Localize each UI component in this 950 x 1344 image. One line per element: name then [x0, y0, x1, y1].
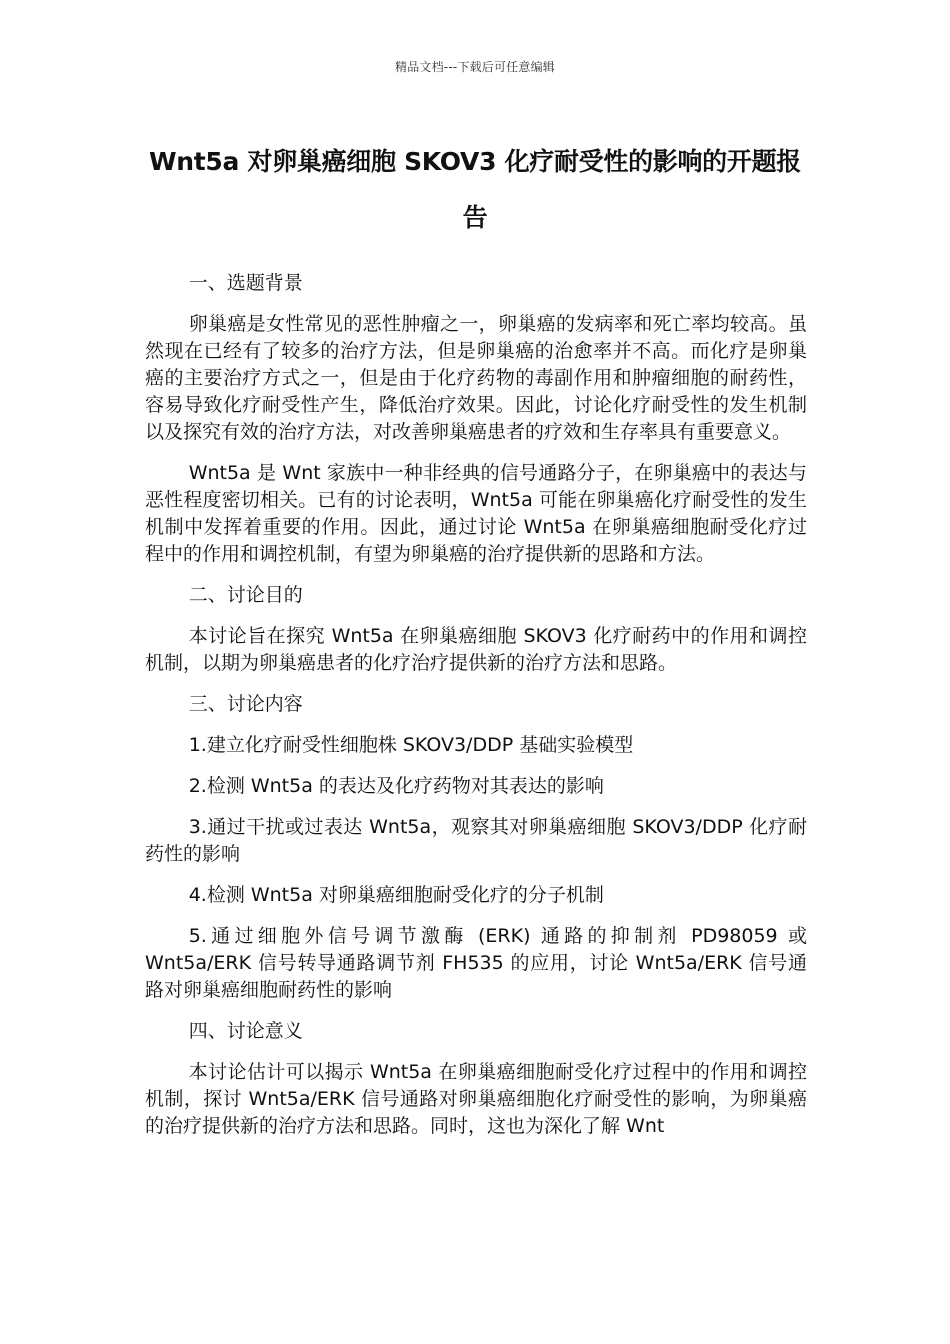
- paragraph: Wnt5a 是 Wnt 家族中一种非经典的信号通路分子，在卵巢癌中的表达与恶性程度密切相关。已有的讨论表明，Wnt5a 可能在卵巢癌化疗耐受性的发生机制中发挥着重要的作用。因此，通过讨论 Wnt5a 在卵巢癌细胞耐受化疗过程中的作用和调控机制，有望为卵巢癌的治疗提供新的思路和方法。: [145, 462, 807, 565]
- section-heading: 二、讨论目的: [188, 584, 303, 606]
- page-header: 精品文档---下载后可任意编辑: [395, 60, 555, 74]
- list-item: 5.通过细胞外信号调节激酶 (ERK) 通路的抑制剂 PD98059 或 Wnt5a/ERK 信号转导通路调节剂 FH535 的应用，讨论 Wnt5a/ERK 信号通路对卵巢癌细胞耐药性的影响: [145, 925, 807, 1001]
- paragraph: 卵巢癌是女性常见的恶性肿瘤之一，卵巢癌的发病率和死亡率均较高。虽然现在已经有了较多的治疗方法，但是卵巢癌的治愈率并不高。而化疗是卵巢癌的主要治疗方式之一，但是由于化疗药物的毒副作用和肿瘤细胞的耐药性，容易导致化疗耐受性产生，降低治疗效果。因此，讨论化疗耐受性的发生机制以及探究有效的治疗方法，对改善卵巢癌患者的疗效和生存率具有重要意义。: [145, 313, 807, 443]
- list-item: 1.建立化疗耐受性细胞株 SKOV3/DDP 基础实验模型: [188, 734, 634, 756]
- paragraph: 本讨论旨在探究 Wnt5a 在卵巢癌细胞 SKOV3 化疗耐药中的作用和调控机制，以期为卵巢癌患者的化疗治疗提供新的治疗方法和思路。: [145, 625, 807, 674]
- section-heading: 一、选题背景: [188, 272, 303, 294]
- list-item: 4.检测 Wnt5a 对卵巢癌细胞耐受化疗的分子机制: [188, 884, 604, 906]
- section-heading: 三、讨论内容: [188, 693, 303, 715]
- list-item: 3.通过干扰或过表达 Wnt5a，观察其对卵巢癌细胞 SKOV3/DDP 化疗耐药性的影响: [145, 816, 807, 865]
- section-heading: 四、讨论意义: [188, 1020, 303, 1042]
- list-item: 2.检测 Wnt5a 的表达及化疗药物对其表达的影响: [188, 775, 604, 797]
- document-title: Wnt5a 对卵巢癌细胞 SKOV3 化疗耐受性的影响的开题报告: [149, 147, 801, 232]
- document-body: [145, 270, 807, 1154]
- paragraph: 本讨论估计可以揭示 Wnt5a 在卵巢癌细胞耐受化疗过程中的作用和调控机制，探讨 Wnt5a/ERK 信号通路对卵巢癌细胞化疗耐受性的影响，为卵巢癌的治疗提供新的治疗方法和思路。同时，这也为深化了解 Wnt: [145, 1061, 807, 1137]
